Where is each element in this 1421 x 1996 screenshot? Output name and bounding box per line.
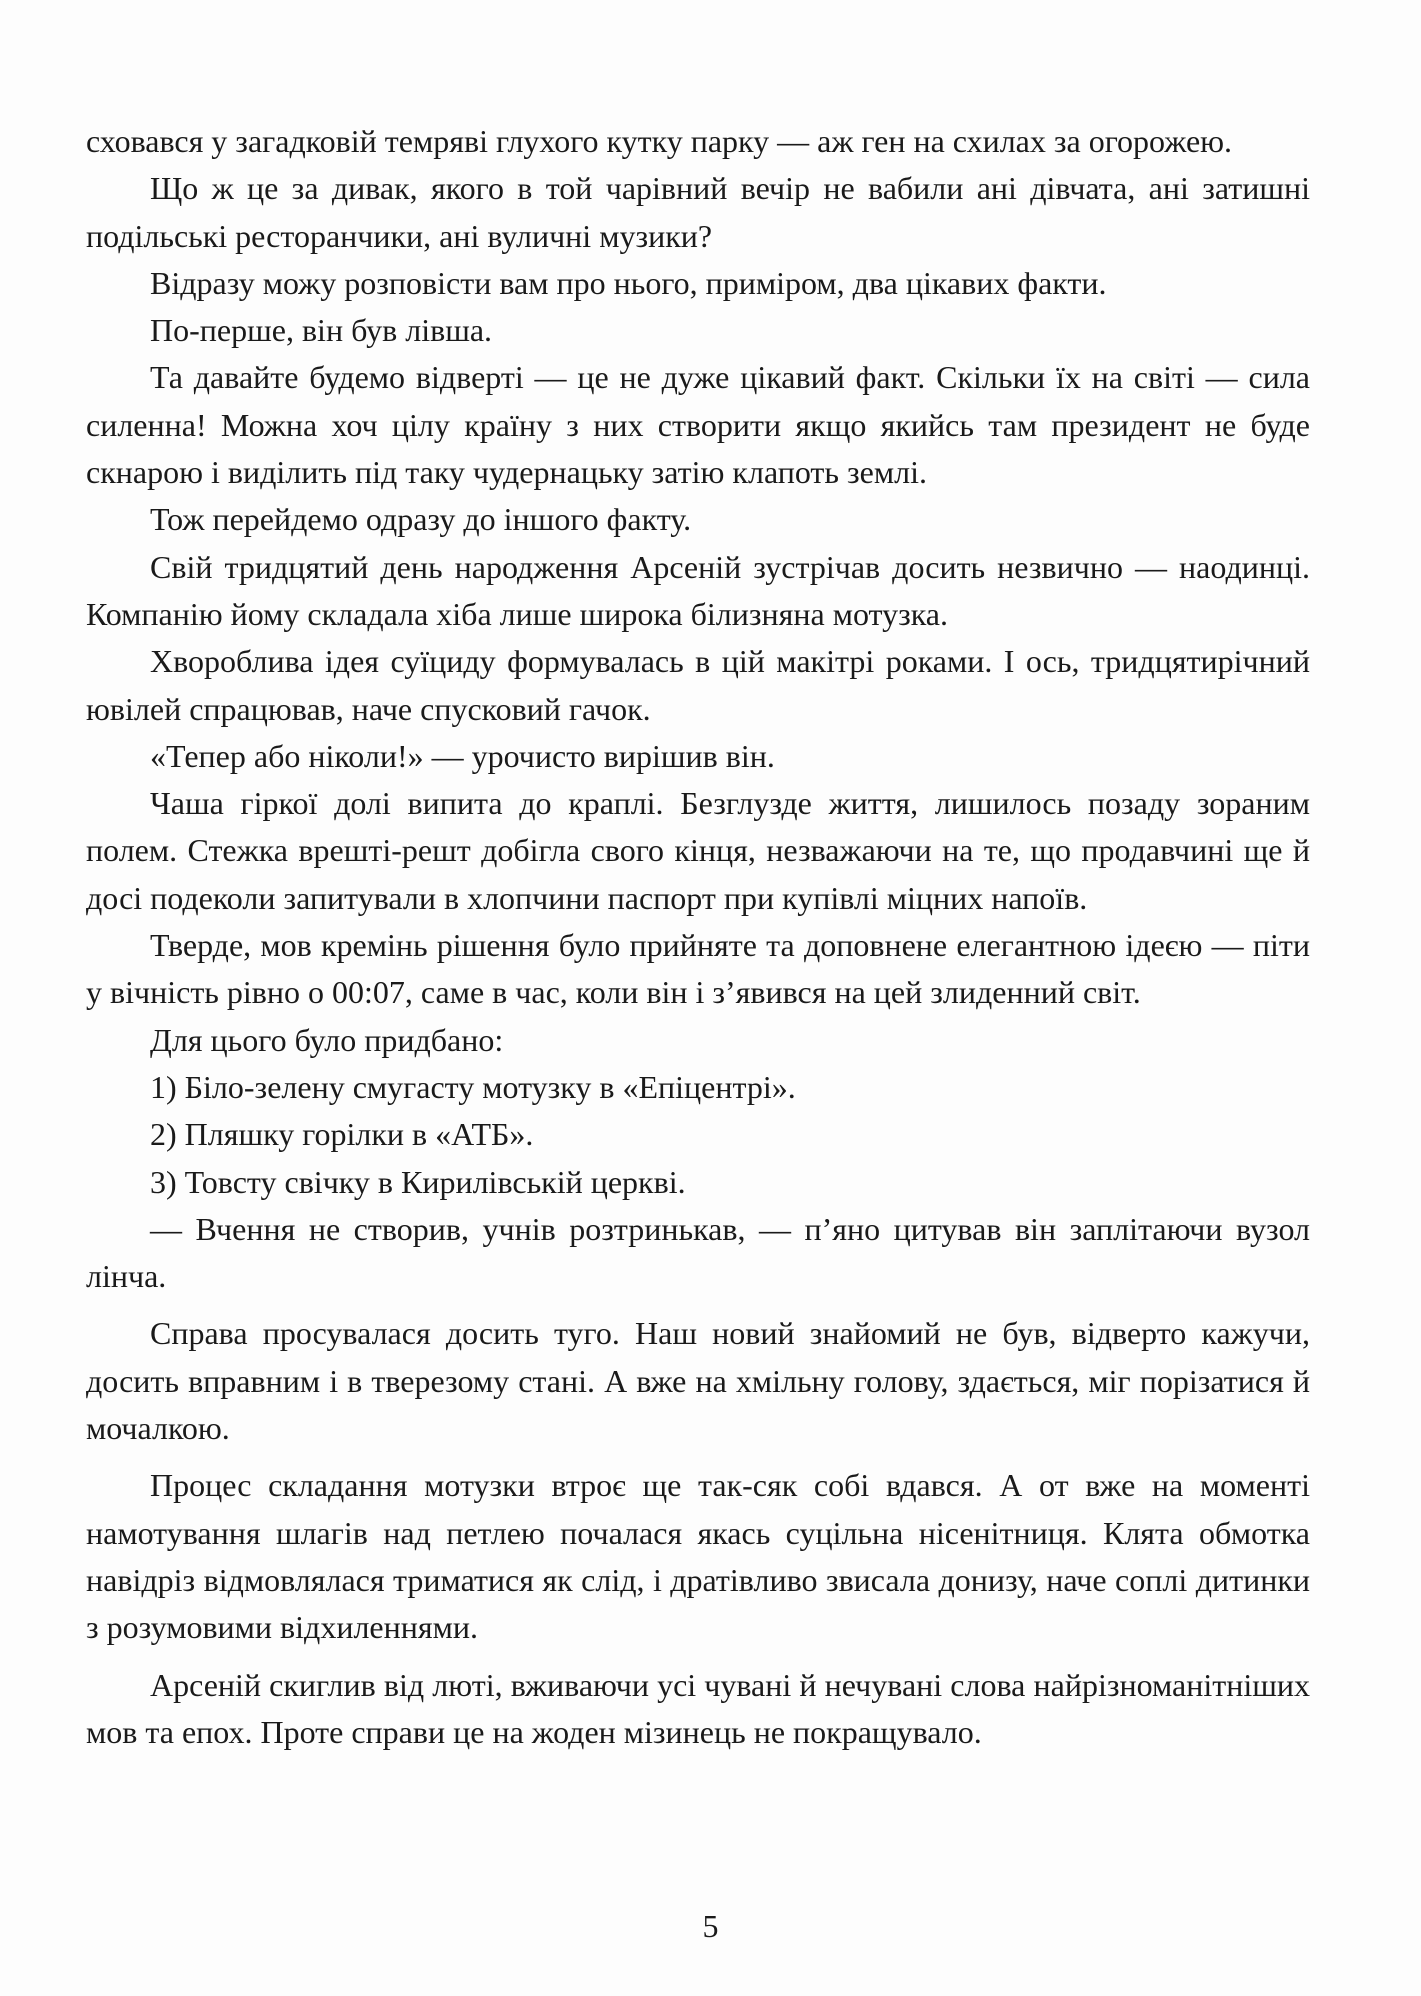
paragraph-4: По-перше, він був лівша. (150, 312, 493, 349)
paragraph-12: Для цього було придбано: (150, 1021, 504, 1058)
paragraph-2: Що ж це за дивак, якого в той чарівний вечір не вабили ані дівчата, ані затишні подільські ресторанчики, ані вуличні музики? (86, 170, 1310, 254)
page-body-text (86, 118, 1310, 1756)
paragraph-11: Тверде, мов кремінь рішення було прийняте та доповнене елегантною ідеєю — піти у вічність рівно о 00:07, саме в час, коли він і з’явився на цей злиденний світ. (86, 927, 1310, 1011)
paragraph-5: Та давайте будемо відверті — це не дуже цікавий факт. Скільки їх на світі — сила силенна! Можна хоч цілу країну з них створити якщо якийсь там президент не буде скнарою і виділить під таку чудернацьку затію клапоть землі. (86, 359, 1310, 491)
paragraph-15: Арсеній скиглив від люті, вживаючи усі чувані й нечувані слова найрізноманітніших мов та епох. Проте справи це на жоден мізинець не покращувало. (86, 1666, 1310, 1750)
paragraph-8: Хвороблива ідея суїциду формувалась в цій макітрі роками. І ось, тридцятирічний ювілей спрацював, наче спусковий гачок. (86, 643, 1310, 727)
paragraph-13: Справа просувалася досить туго. Наш новий знайомий не був, відверто кажучи, досить вправним і в тверезому стані. А вже на хмільну голову, здається, міг порізатися й мочалкою. (86, 1315, 1310, 1447)
list-item-3: 3) Товсту свічку в Кирилівській церкві. (150, 1163, 686, 1200)
paragraph-10: Чаша гіркої долі випита до краплі. Безглузде життя, лишилось позаду зораним полем. Стежка врешті-решт добігла свого кінця, незважаючи на те, що продавчині ще й досі подеколи запитували в хлопчини паспорт при купівлі міцних напоїв. (86, 785, 1310, 916)
paragraph-14: Процес складання мотузки втроє ще так-сяк собі вдався. А от вже на моменті намотування шлагів над петлею почалася якась суцільна нісенітниця. Клята обмотка навідріз відмовлялася триматися як слід, і дратівливо звисала донизу, наче соплі дитинки з розумовими відхиленнями. (86, 1467, 1310, 1646)
page-number: 5 (702, 1908, 719, 1944)
paragraph-3: Відразу можу розповісти вам про нього, приміром, два цікавих факти. (150, 264, 1107, 301)
list-item-2: 2) Пляшку горілки в «АТБ». (150, 1116, 534, 1153)
paragraph-9: «Тепер або ніколи!» — урочисто вирішив він. (150, 737, 775, 774)
paragraph-6: Тож перейдемо одразу до іншого факту. (150, 501, 692, 538)
paragraph-dialogue: — Вчення не створив, учнів розтринькав, — п’яно цитував він заплітаючи вузол лінча. (86, 1210, 1310, 1295)
paragraph-7: Свій тридцятий день народження Арсеній зустрічав досить незвично — наодинці. Компанію йому складала хіба лише широка білизняна мотузка. (86, 548, 1310, 632)
paragraph-1: сховався у загадковій темряві глухого кутку парку — аж ген на схилах за огорожею. (86, 123, 1233, 159)
list-item-1: 1) Біло-зелену смугасту мотузку в «Епіцентрі». (150, 1068, 796, 1105)
